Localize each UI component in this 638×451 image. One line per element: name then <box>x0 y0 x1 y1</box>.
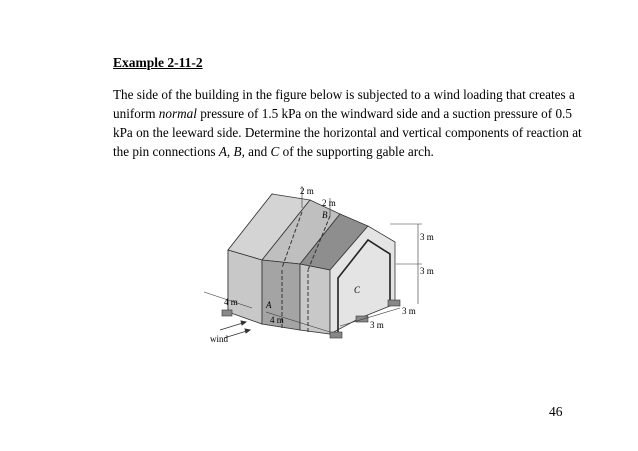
problem-text-4: , and <box>241 144 271 159</box>
page-number: 46 <box>549 404 563 419</box>
problem-point-b: B <box>233 144 242 159</box>
problem-point-c: C <box>270 144 280 159</box>
problem-text-5: of the supporting gable arch. <box>279 144 434 159</box>
example-title: Example 2-11-2 <box>113 55 203 70</box>
support-left <box>222 310 232 316</box>
dim-label-2m-a: 2 m <box>300 186 314 196</box>
dim-label-3m-upper: 3 m <box>420 232 434 242</box>
problem-text-2: pressure of 1.5 kPa on the windward side and a suction pressure of 0.5 kPa on the leeward side. Determine the horizontal and vertical components of reaction at the pin connections <box>113 106 582 159</box>
dim-label-4m-bottom: 4 m <box>270 315 284 325</box>
point-c-label: C <box>354 285 361 295</box>
support-right <box>388 300 400 306</box>
dim-label-2m-b: 2 m <box>322 198 336 208</box>
problem-point-a: A <box>218 144 227 159</box>
dim-label-3m-bottom-right: 3 m <box>402 306 416 316</box>
point-b-label: B <box>322 210 328 220</box>
wind-label: wind <box>210 334 228 344</box>
dim-label-3m-bottom: 3 m <box>370 320 384 330</box>
support-c <box>356 316 368 322</box>
problem-text-1: The side of the building in the figure below is subjected to a wind loading that creates a uniform <box>113 87 575 121</box>
problem-text-3: , <box>226 144 234 159</box>
point-a-label: A <box>266 300 272 310</box>
support-a <box>330 332 342 338</box>
side-panel-3 <box>300 264 330 334</box>
dim-label-4m-left: 4 m <box>224 297 238 307</box>
problem-emphasis-normal: normal <box>158 106 197 121</box>
dim-label-3m-lower: 3 m <box>420 266 434 276</box>
problem-statement <box>113 85 583 161</box>
gable-arch-building-figure <box>190 182 450 352</box>
building-drawing <box>190 182 450 352</box>
side-panel-1 <box>228 250 262 324</box>
